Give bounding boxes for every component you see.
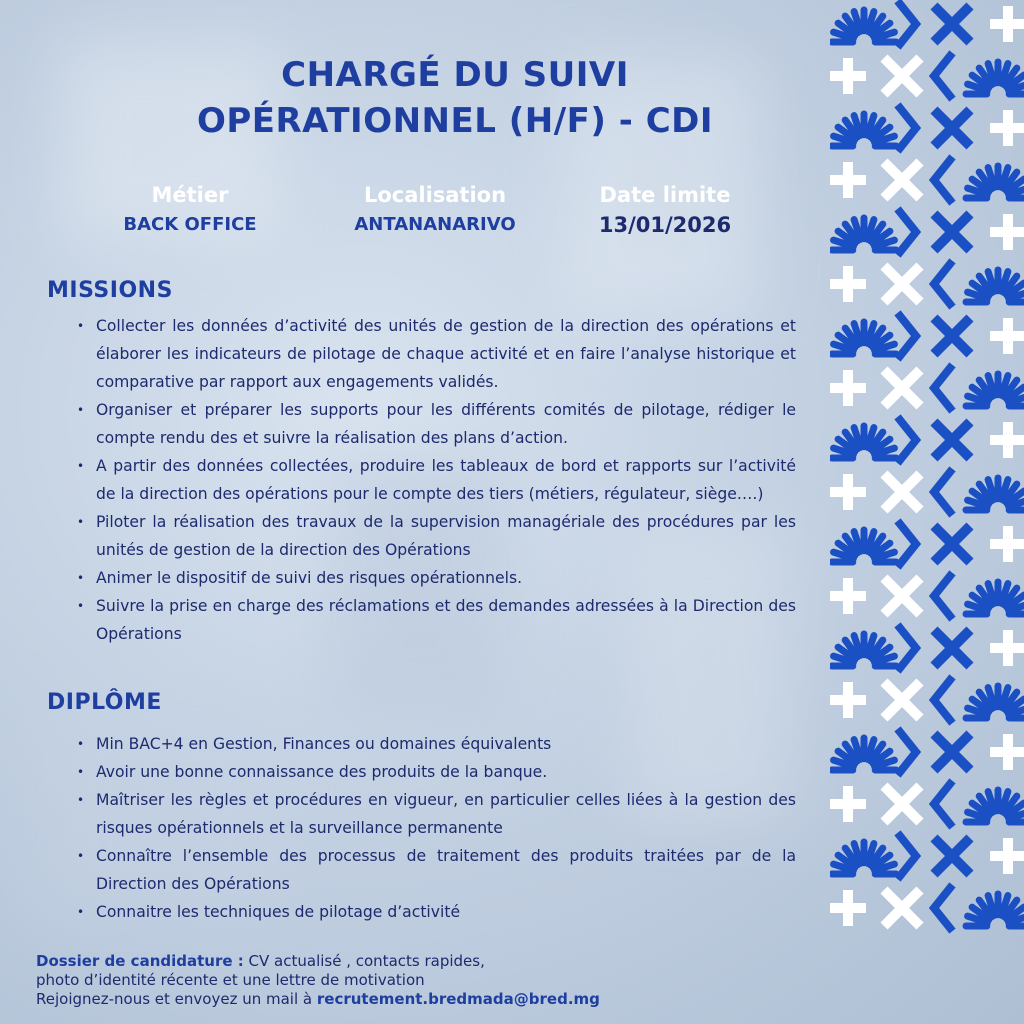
x-icon — [934, 526, 970, 562]
plus-icon — [830, 578, 866, 614]
x-icon — [884, 162, 920, 198]
chevron-right-icon — [900, 4, 916, 44]
chevron-right-icon — [900, 836, 916, 876]
plus-icon — [830, 474, 866, 510]
x-icon — [884, 266, 920, 302]
x-icon — [884, 474, 920, 510]
chevron-right-icon — [900, 316, 916, 356]
x-icon — [934, 110, 970, 146]
fan-icon — [832, 218, 896, 250]
plus-icon — [990, 734, 1024, 770]
x-icon — [884, 682, 920, 718]
fan-icon — [832, 114, 896, 146]
fan-icon — [966, 790, 1024, 822]
fan-icon — [832, 530, 896, 562]
chevron-left-icon — [934, 680, 950, 720]
x-icon — [934, 630, 970, 666]
plus-icon — [830, 682, 866, 718]
x-icon — [884, 370, 920, 406]
chevron-right-icon — [900, 628, 916, 668]
x-icon — [934, 318, 970, 354]
chevron-left-icon — [934, 56, 950, 96]
fan-icon — [966, 374, 1024, 406]
chevron-right-icon — [900, 212, 916, 252]
missions-item: • Collecter les données d’activité des unités de gestion de la direction des opérations et élaborer les indicateurs de pilotage de chaque activité et en faire l’analyse historique et comparative par rapport aux engagements validés. — [72, 312, 796, 396]
plus-icon — [830, 162, 866, 198]
application-line-3: Rejoignez-nous et envoyez un mail à — [36, 990, 313, 1008]
diplome-list — [72, 730, 796, 926]
diplome-item: • Maîtriser les règles et procédures en vigueur, en particulier celles liées à la gestion des risques opérationnels et la surveillance permanente — [72, 786, 796, 842]
date-limite-label: Date limite — [599, 183, 731, 207]
plus-icon — [990, 214, 1024, 250]
title-line-1: CHARGÉ DU SUIVI — [281, 55, 629, 95]
plus-icon — [830, 266, 866, 302]
plus-icon — [830, 890, 866, 926]
localisation-value: ANTANANARIVO — [354, 214, 516, 235]
plus-icon — [990, 6, 1024, 42]
fan-icon — [832, 634, 896, 666]
diplome-item: • Min BAC+4 en Gestion, Finances ou domaines équivalents — [72, 730, 796, 758]
plus-icon — [990, 630, 1024, 666]
chevron-right-icon — [900, 420, 916, 460]
fan-icon — [966, 62, 1024, 94]
chevron-left-icon — [934, 472, 950, 512]
chevron-left-icon — [934, 264, 950, 304]
application-info — [36, 952, 600, 1009]
plus-icon — [990, 422, 1024, 458]
x-icon — [934, 838, 970, 874]
fan-icon — [966, 478, 1024, 510]
missions-item: • Organiser et préparer les supports pour les différents comités de pilotage, rédiger le compte rendu des et suivre la réalisation des plans d’action. — [72, 396, 796, 452]
chevron-left-icon — [934, 368, 950, 408]
fan-icon — [832, 842, 896, 874]
missions-item: • Suivre la prise en charge des réclamations et des demandes adressées à la Direction des Opérations — [72, 592, 796, 648]
diplome-heading: DIPLÔME — [47, 690, 162, 715]
fan-icon — [832, 322, 896, 354]
chevron-left-icon — [934, 888, 950, 928]
info-date-limite — [580, 180, 750, 240]
chevron-left-icon — [934, 160, 950, 200]
metier-label: Métier — [151, 183, 229, 207]
diplome-item: • Avoir une bonne connaissance des produits de la banque. — [72, 758, 796, 786]
date-limite-value: 13/01/2026 — [598, 213, 732, 237]
x-icon — [884, 58, 920, 94]
metier-value: BACK OFFICE — [123, 214, 257, 235]
chevron-right-icon — [900, 524, 916, 564]
missions-list — [72, 312, 796, 648]
plus-icon — [990, 838, 1024, 874]
localisation-label: Localisation — [363, 183, 507, 207]
page-title — [0, 52, 910, 144]
fan-icon — [966, 582, 1024, 614]
fan-icon — [966, 166, 1024, 198]
fan-icon — [832, 10, 896, 42]
application-line-1: CV actualisé , contacts rapides, — [248, 952, 485, 970]
plus-icon — [990, 526, 1024, 562]
info-localisation — [330, 180, 540, 240]
info-metier — [90, 180, 290, 240]
missions-item: • Piloter la réalisation des travaux de la supervision managériale des procédures par les unités de gestion de la direction des Opérations — [72, 508, 796, 564]
fan-icon — [966, 270, 1024, 302]
x-icon — [884, 786, 920, 822]
missions-heading: MISSIONS — [47, 278, 173, 303]
x-icon — [934, 734, 970, 770]
email-link[interactable]: recrutement.bredmada@bred.mg — [316, 990, 600, 1008]
fan-icon — [966, 686, 1024, 718]
decorative-pattern — [830, 0, 1024, 1024]
fan-icon — [832, 738, 896, 770]
x-icon — [884, 578, 920, 614]
x-icon — [934, 422, 970, 458]
plus-icon — [990, 110, 1024, 146]
plus-icon — [830, 370, 866, 406]
plus-icon — [830, 786, 866, 822]
plus-icon — [990, 318, 1024, 354]
chevron-right-icon — [900, 108, 916, 148]
application-label: Dossier de candidature : — [36, 952, 244, 970]
missions-item: • Animer le dispositif de suivi des risques opérationnels. — [72, 564, 796, 592]
missions-item: • A partir des données collectées, produire les tableaux de bord et rapports sur l’activité de la direction des opérations pour le compte des tiers (métiers, régulateur, siège….) — [72, 452, 796, 508]
diplome-item: • Connaître l’ensemble des processus de traitement des produits traitées par de la Direction des Opérations — [72, 842, 796, 898]
plus-icon — [830, 58, 866, 94]
fan-icon — [832, 426, 896, 458]
title-line-2: OPÉRATIONNEL (H/F) - CDI — [196, 101, 714, 141]
diplome-item: • Connaitre les techniques de pilotage d’activité — [72, 898, 796, 926]
application-line-2: photo d’identité récente et une lettre de motivation — [36, 971, 425, 989]
chevron-right-icon — [900, 732, 916, 772]
chevron-left-icon — [934, 576, 950, 616]
x-icon — [884, 890, 920, 926]
fan-icon — [966, 894, 1024, 926]
x-icon — [934, 6, 970, 42]
x-icon — [934, 214, 970, 250]
chevron-left-icon — [934, 784, 950, 824]
